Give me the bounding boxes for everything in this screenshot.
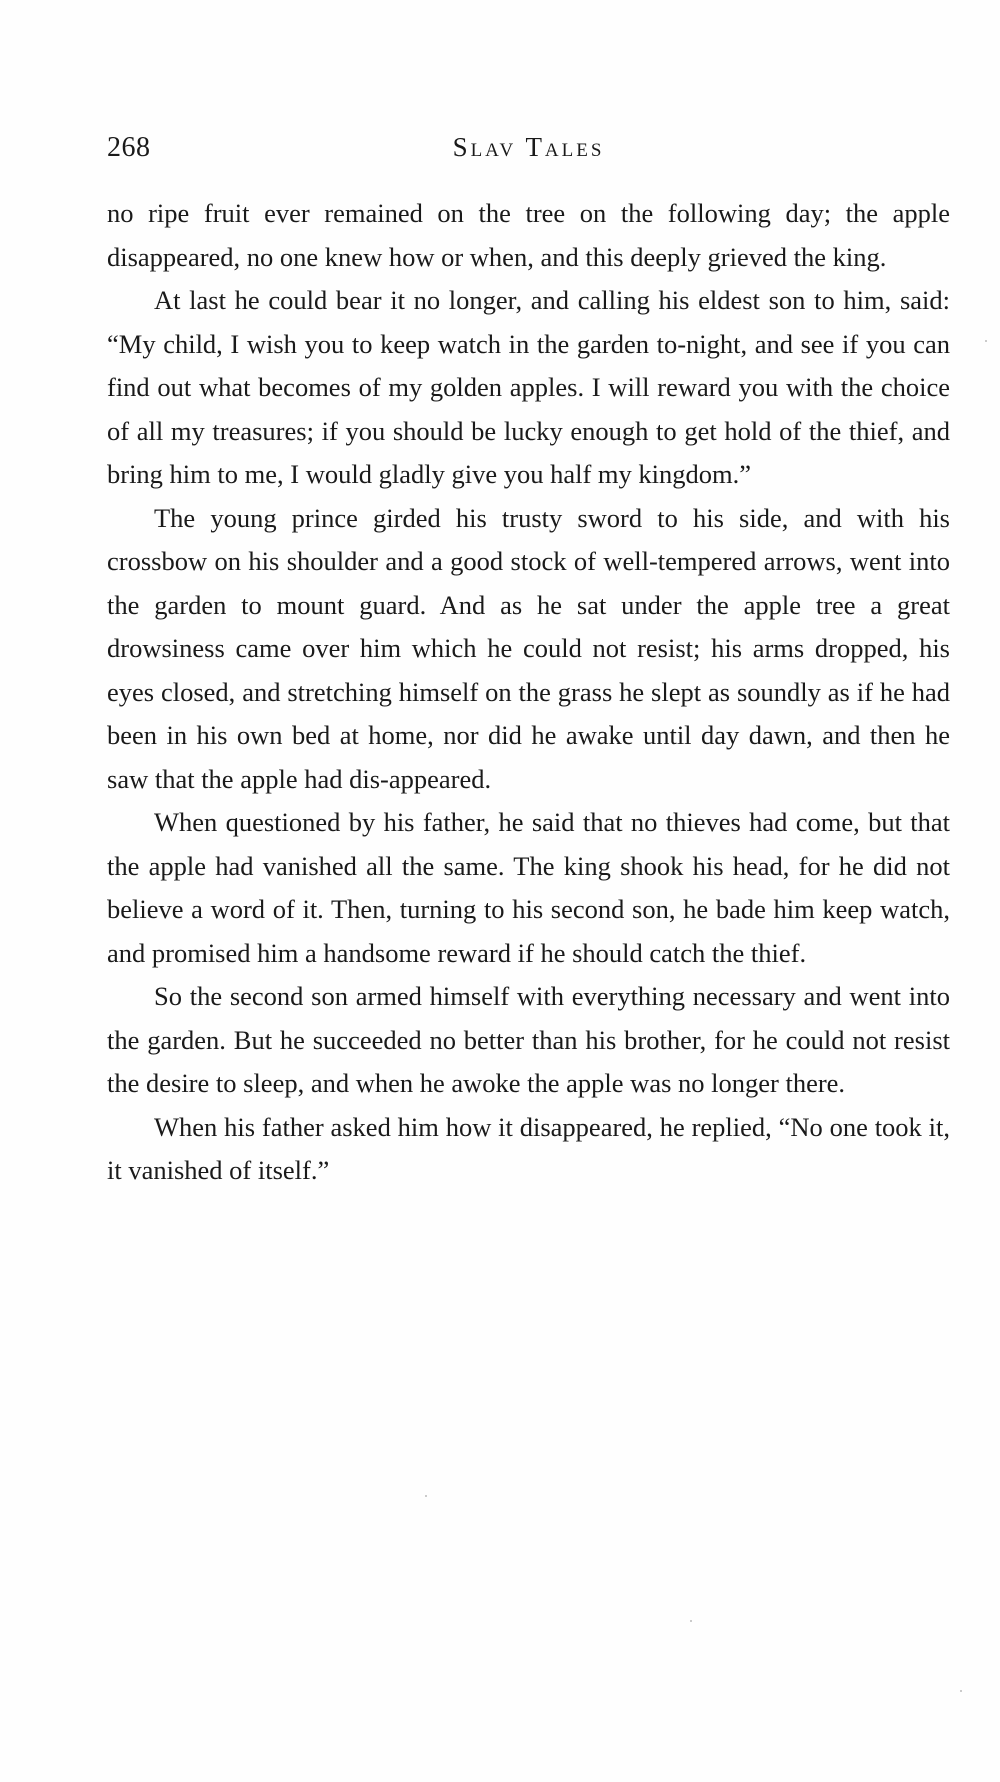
paper-speck [960, 1690, 962, 1692]
paper-speck [425, 1495, 427, 1497]
running-title: Slav Tales [452, 132, 605, 162]
paragraph-continued: no ripe fruit ever remained on the tree on the following day; the apple disappeared, no one knew how or when, and this deeply grieved the king. [107, 198, 950, 272]
paragraph: When his father asked him how it disappeared, he replied, “No one took it, it vanished of itself.” [107, 1111, 950, 1185]
body-text [107, 192, 950, 1193]
paper-speck [985, 340, 987, 342]
paper-speck [690, 1620, 692, 1622]
page-number: 268 [107, 132, 151, 163]
paragraph: At last he could bear it no longer, and calling his eldest son to him, said: “My child, I wish you to keep watch in the garden to-night, and see if you can find out what becomes of my golden apples. I will reward you with the choice of all my treasures; if you should be lucky enough to get hold of the thief, and bring him to me, I would gladly give you half my kingdom.” [107, 285, 950, 489]
running-head [107, 132, 950, 172]
paragraph: The young prince girded his trusty sword to his side, and with his crossbow on his shoulder and a good stock of well-tempered arrows, went into the garden to mount guard. And as he sat under the apple tree a great drowsiness came over him which he could not resist; his arms dropped, his eyes closed, and stretching himself on the grass he slept as soundly as if he had been in his own bed at home, nor did he awake until day dawn, and then he saw that the apple had dis-appeared. [107, 502, 950, 794]
paragraph: When questioned by his father, he said that no thieves had come, but that the apple had vanished all the same. The king shook his head, for he did not believe a word of it. Then, turning to his second son, he bade him keep watch, and promised him a handsome reward if he should catch the thief. [107, 807, 950, 968]
paragraph: So the second son armed himself with everything necessary and went into the garden. But he succeeded no better than his brother, for he could not resist the desire to sleep, and when he awoke the apple was no longer there. [107, 981, 950, 1098]
